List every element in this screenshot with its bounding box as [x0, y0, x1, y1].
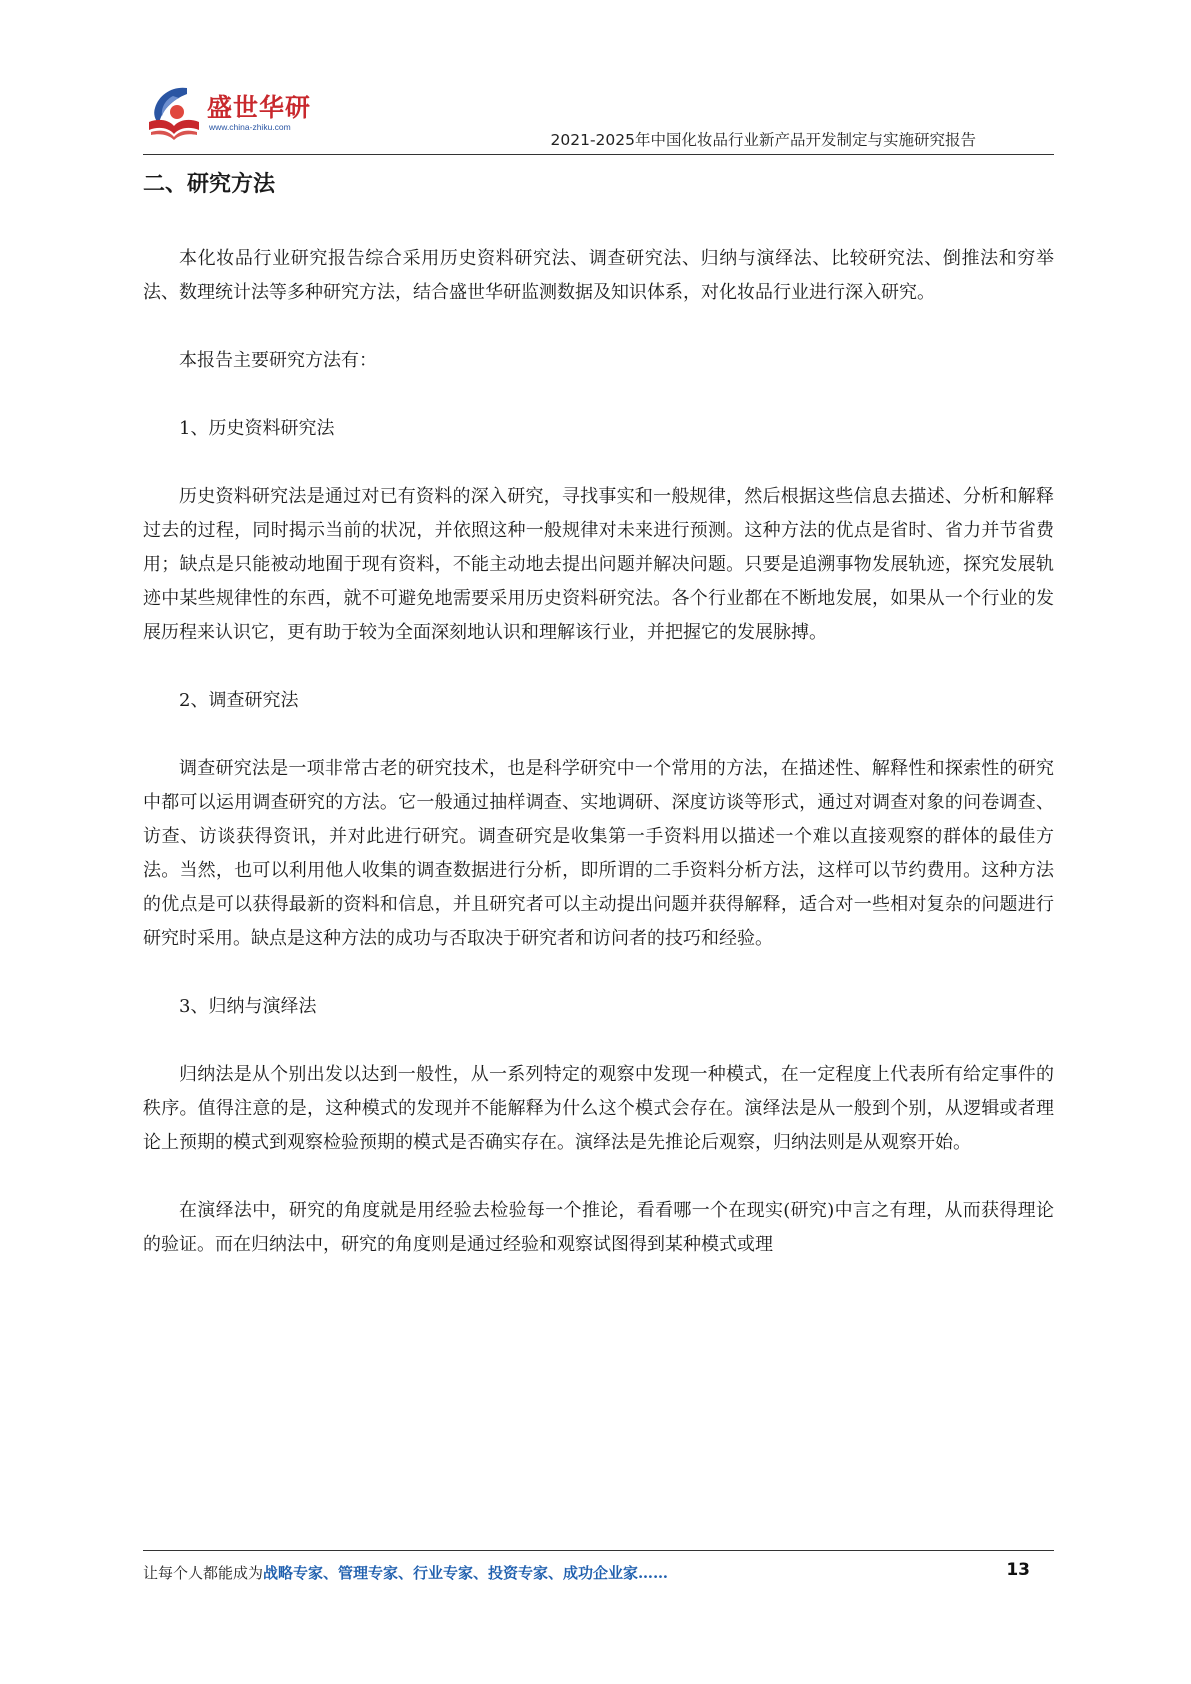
page-content	[143, 162, 1054, 1262]
subheading-survey-method: 2、调查研究法	[179, 690, 299, 711]
paragraph-intro: 本化妆品行业研究报告综合采用历史资料研究法、调查研究法、归纳与演绎法、比较研究法、倒推法和穷举法、数理统计法等多种研究方法，结合盛世华研监测数据及知识体系，对化妆品行业进行深入研究。	[143, 248, 1054, 303]
paragraph-deduction-detail: 在演绎法中，研究的角度就是用经验去检验每一个推论，看看哪一个在现实(研究)中言之有理，从而获得理论的验证。而在归纳法中，研究的角度则是通过经验和观察试图得到某种模式或理	[143, 1200, 1054, 1255]
page-header	[143, 78, 1054, 158]
report-title: 2021-2025年中国化妆品行业新产品开发制定与实施研究报告	[550, 131, 976, 149]
logo-book-icon	[143, 82, 205, 144]
paragraph-induction-deduction: 归纳法是从个别出发以达到一般性，从一系列特定的观察中发现一种模式，在一定程度上代表所有给定事件的秩序。值得注意的是，这种模式的发现并不能解释为什么这个模式会存在。演绎法是从一般到个别，从逻辑或者理论上预期的模式到观察检验预期的模式是否确实存在。演绎法是先推论后观察，归纳法则是从观察开始。	[143, 1064, 1054, 1153]
footer-slogan-lead: 让每个人都能成为	[143, 1564, 264, 1582]
logo-name: 盛世华研	[207, 93, 312, 122]
footer-slogan-highlight: 战略专家、管理专家、行业专家、投资专家、成功企业家……	[263, 1564, 669, 1582]
footer-divider	[143, 1550, 1054, 1551]
header-divider	[143, 154, 1054, 155]
subheading-induction-deduction: 3、归纳与演绎法	[179, 996, 317, 1017]
company-logo	[143, 78, 318, 146]
paragraph-survey-method: 调查研究法是一项非常古老的研究技术，也是科学研究中一个常用的方法，在描述性、解释性和探索性的研究中都可以运用调查研究的方法。它一般通过抽样调查、实地调研、深度访谈等形式，通过对调查对象的问卷调查、访查、访谈获得资讯，并对此进行研究。调查研究是收集第一手资料用以描述一个难以直接观察的群体的最佳方法。当然，也可以利用他人收集的调查数据进行分析，即所谓的二手资料分析方法，这样可以节约费用。这种方法的优点是可以获得最新的资料和信息，并且研究者可以主动提出问题并获得解释，适合对一些相对复杂的问题进行研究时采用。缺点是这种方法的成功与否取决于研究者和访问者的技巧和经验。	[143, 758, 1054, 949]
section-heading: 二、研究方法	[143, 172, 276, 197]
paragraph-methods-lead: 本报告主要研究方法有：	[179, 350, 377, 371]
footer-slogan	[143, 1562, 668, 1583]
page-number: 13	[1006, 1560, 1030, 1580]
subheading-historical-method: 1、历史资料研究法	[179, 418, 335, 439]
logo-url: www.china-zhiku.com	[209, 122, 291, 132]
page-footer	[143, 1550, 1054, 1600]
paragraph-historical-method: 历史资料研究法是通过对已有资料的深入研究，寻找事实和一般规律，然后根据这些信息去描述、分析和解释过去的过程，同时揭示当前的状况，并依照这种一般规律对未来进行预测。这种方法的优点是省时、省力并节省费用；缺点是只能被动地囿于现有资料，不能主动地去提出问题并解决问题。只要是追溯事物发展轨迹，探究发展轨迹中某些规律性的东西，就不可避免地需要采用历史资料研究法。各个行业都在不断地发展，如果从一个行业的发展历程来认识它，更有助于较为全面深刻地认识和理解该行业，并把握它的发展脉搏。	[143, 486, 1054, 643]
